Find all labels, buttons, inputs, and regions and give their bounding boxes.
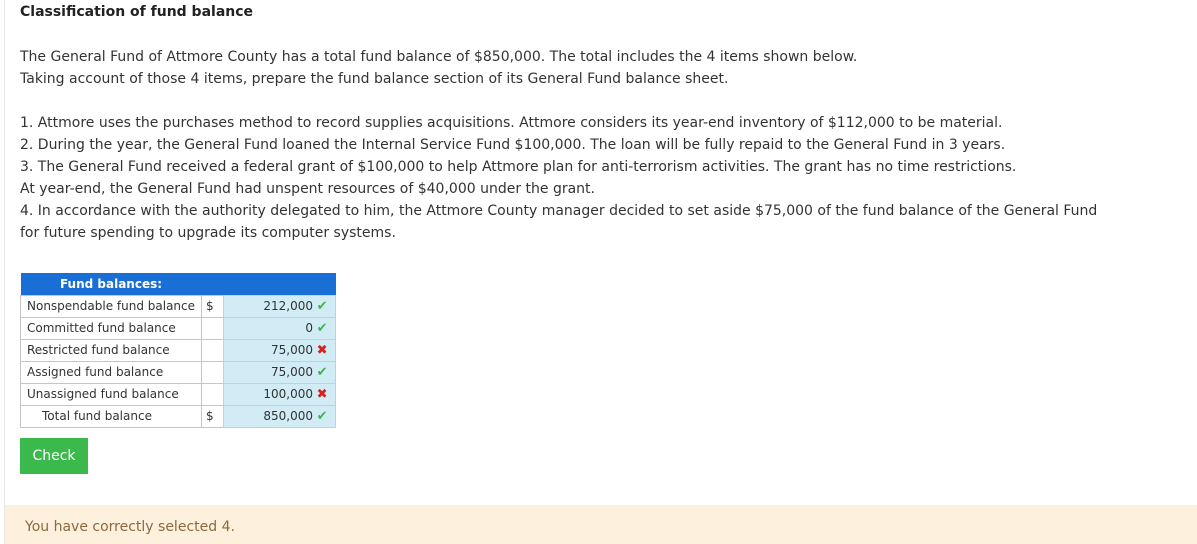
correct-check-icon: ✔ — [316, 408, 328, 424]
amount-input[interactable] — [224, 383, 336, 405]
amount-value: 850,000 — [263, 408, 314, 423]
correct-check-icon: ✔ — [316, 320, 328, 336]
table-row — [21, 361, 336, 383]
item-2: 2. During the year, the General Fund loaned the Internal Service Fund $100,000. The loan will be fully repaid to the General Fund in 3 years. — [20, 137, 1006, 153]
currency-symbol — [202, 339, 224, 361]
intro-text — [20, 46, 1140, 90]
feedback-banner — [5, 505, 1197, 544]
amount-input[interactable] — [224, 317, 336, 339]
row-label: Assigned fund balance — [21, 361, 202, 383]
currency-symbol: $ — [202, 405, 224, 427]
check-button[interactable]: Check — [20, 438, 88, 474]
intro-line-2: Taking account of those 4 items, prepare the fund balance section of its General Fund balance sheet. — [20, 71, 729, 87]
currency-symbol — [202, 361, 224, 383]
intro-line-1: The General Fund of Attmore County has a total fund balance of $850,000. The total includes the 4 items shown below. — [20, 49, 858, 65]
amount-input[interactable] — [224, 339, 336, 361]
amount-value: 100,000 — [263, 386, 314, 401]
problem-items — [20, 112, 1120, 244]
row-label: Committed fund balance — [21, 317, 202, 339]
item-4: 4. In accordance with the authority delegated to him, the Attmore County manager decided to set aside $75,000 of the fund balance of the General Fund for future spending to upgrade its computer systems. — [20, 203, 1098, 241]
table-row — [21, 339, 336, 361]
feedback-text: You have correctly selected 4. — [25, 519, 235, 535]
page-title: Classification of fund balance — [20, 4, 254, 20]
table-row — [21, 383, 336, 405]
item-1: 1. Attmore uses the purchases method to record supplies acquisitions. Attmore considers its year-end inventory of $112,000 to be material. — [20, 115, 1003, 131]
amount-input[interactable] — [224, 405, 336, 427]
row-label: Unassigned fund balance — [21, 383, 202, 405]
table-row-total — [21, 405, 336, 427]
table-header: Fund balances: — [21, 273, 202, 295]
currency-symbol: $ — [202, 295, 224, 317]
row-label: Restricted fund balance — [21, 339, 202, 361]
row-label: Nonspendable fund balance — [21, 295, 202, 317]
amount-input[interactable] — [224, 295, 336, 317]
correct-check-icon: ✔ — [316, 364, 328, 380]
currency-symbol — [202, 317, 224, 339]
table-header-fill — [202, 273, 336, 295]
correct-check-icon: ✔ — [316, 298, 328, 314]
item-3: 3. The General Fund received a federal grant of $100,000 to help Attmore plan for anti-terrorism activities. The grant has no time restrictions. — [20, 159, 1017, 175]
left-border — [4, 0, 5, 544]
amount-value: 0 — [305, 320, 314, 335]
table-header-row — [21, 273, 336, 295]
amount-value: 75,000 — [271, 342, 314, 357]
item-3-continued: At year-end, the General Fund had unspent resources of $40,000 under the grant. — [20, 181, 595, 197]
amount-value: 75,000 — [271, 364, 314, 379]
incorrect-x-icon: ✖ — [316, 342, 328, 358]
row-label: Total fund balance — [21, 405, 202, 427]
table-row — [21, 295, 336, 317]
incorrect-x-icon: ✖ — [316, 386, 328, 402]
fund-balance-table — [20, 273, 336, 428]
amount-value: 212,000 — [263, 298, 314, 313]
amount-input[interactable] — [224, 361, 336, 383]
table-row — [21, 317, 336, 339]
currency-symbol — [202, 383, 224, 405]
